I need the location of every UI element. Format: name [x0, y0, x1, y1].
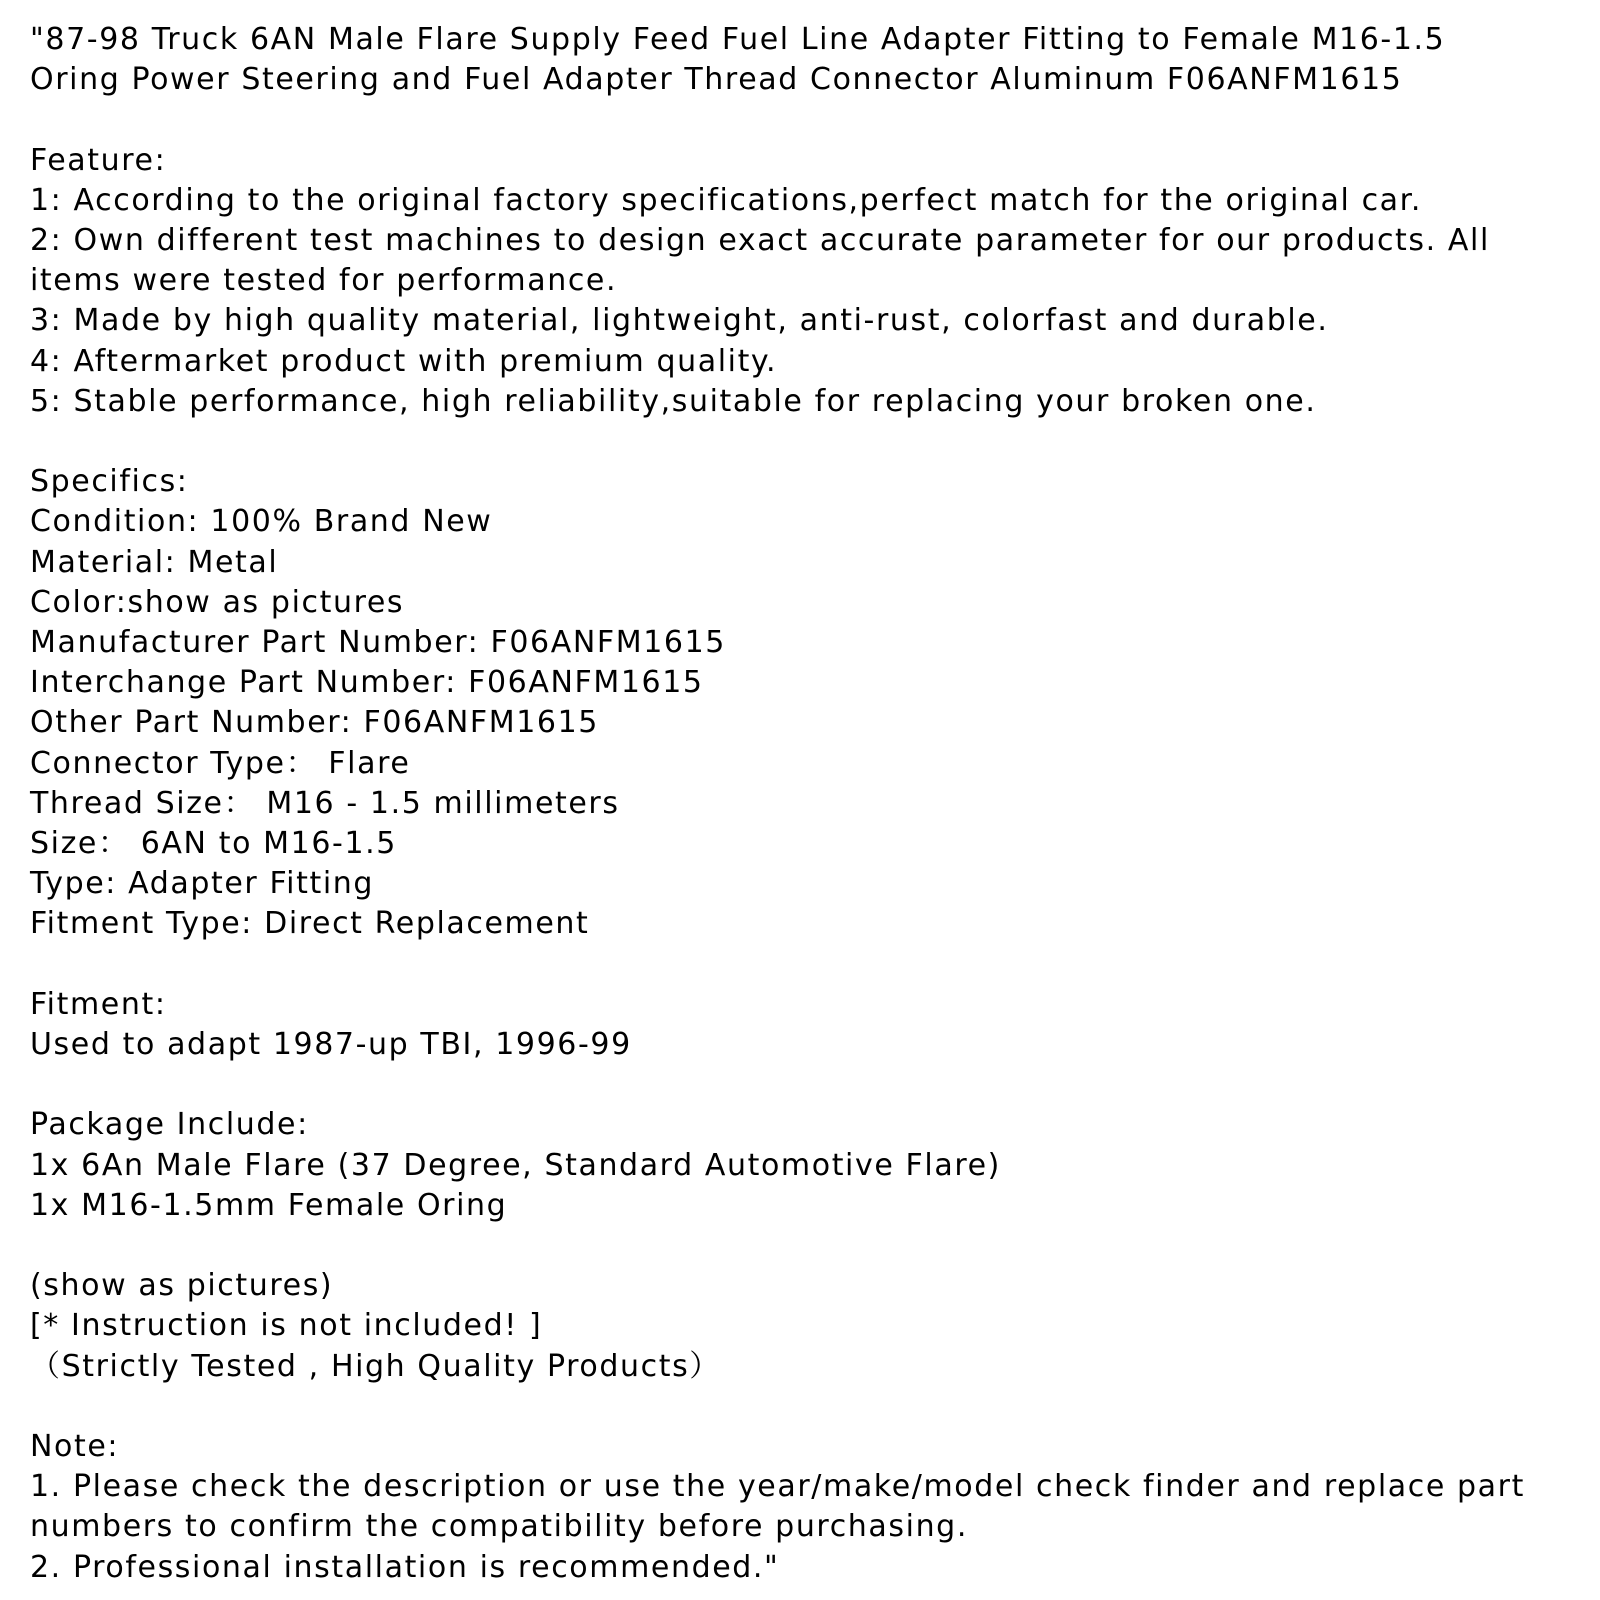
feature-line: 2: Own different test machines to design exact accurate parameter for our products. All	[30, 223, 1490, 258]
note-line: 1. Please check the description or use the year/make/model check finder and replace part	[30, 1469, 1525, 1505]
title-block	[30, 20, 1570, 100]
spacer	[30, 1226, 1570, 1266]
extra-section	[30, 1266, 1570, 1387]
feature-section	[30, 141, 1570, 422]
title-line: "87-98 Truck 6AN Male Flare Supply Feed Fuel Line Adapter Fitting to Female M16-1.5	[30, 22, 1446, 57]
feature-line: 3: Made by high quality material, lightweight, anti-rust, colorfast and durable.	[30, 303, 1329, 339]
extra-line: (show as pictures)	[30, 1268, 334, 1304]
spacer	[30, 100, 1570, 140]
note-heading: Note:	[30, 1429, 120, 1465]
note-section	[30, 1427, 1570, 1588]
spec-line: Other Part Number: F06ANFM1615	[30, 705, 599, 741]
note-line: 2. Professional installation is recommended."	[30, 1549, 780, 1585]
spec-line: Thread Size： M16 - 1.5 millimeters	[30, 785, 620, 821]
feature-line: 1: According to the original factory specifications,perfect match for the original car.	[30, 182, 1422, 218]
feature-heading: Feature:	[30, 142, 167, 178]
spec-line: Type: Adapter Fitting	[30, 866, 375, 902]
spec-line: Condition: 100% Brand New	[30, 504, 493, 540]
specifics-heading: Specifics:	[30, 464, 189, 500]
package-line: 1x M16-1.5mm Female Oring	[30, 1187, 508, 1223]
spec-line: Size： 6AN to M16-1.5	[30, 826, 397, 862]
spec-line: Color:show as pictures	[30, 584, 405, 620]
note-line: numbers to confirm the compatibility before purchasing.	[30, 1509, 968, 1545]
spec-line: Connector Type： Flare	[30, 745, 411, 781]
feature-line: 4: Aftermarket product with premium quality.	[30, 343, 778, 379]
feature-line: 5: Stable performance, high reliability,suitable for replacing your broken one.	[30, 383, 1317, 419]
spec-line: Interchange Part Number: F06ANFM1615	[30, 665, 704, 701]
fitment-heading: Fitment:	[30, 986, 167, 1022]
spacer	[30, 945, 1570, 985]
spec-line: Material: Metal	[30, 544, 279, 580]
spacer	[30, 422, 1570, 462]
fitment-section	[30, 985, 1570, 1065]
feature-line: items were tested for performance.	[30, 263, 618, 299]
spec-line: Manufacturer Part Number: F06ANFM1615	[30, 625, 726, 661]
extra-line: （Strictly Tested , High Quality Products）	[30, 1348, 721, 1384]
package-line: 1x 6An Male Flare (37 Degree, Standard Automotive Flare)	[30, 1147, 1001, 1183]
extra-line: [* Instruction is not included! ]	[30, 1308, 543, 1344]
spacer	[30, 1387, 1570, 1427]
fitment-line: Used to adapt 1987-up TBI, 1996-99	[30, 1027, 632, 1063]
spec-line: Fitment Type: Direct Replacement	[30, 906, 590, 942]
specifics-section	[30, 462, 1570, 944]
product-description	[30, 20, 1570, 1588]
package-section	[30, 1105, 1570, 1226]
spacer	[30, 1065, 1570, 1105]
title-line: Oring Power Steering and Fuel Adapter Thread Connector Aluminum F06ANFM1615	[30, 62, 1403, 98]
package-heading: Package Include:	[30, 1107, 309, 1143]
